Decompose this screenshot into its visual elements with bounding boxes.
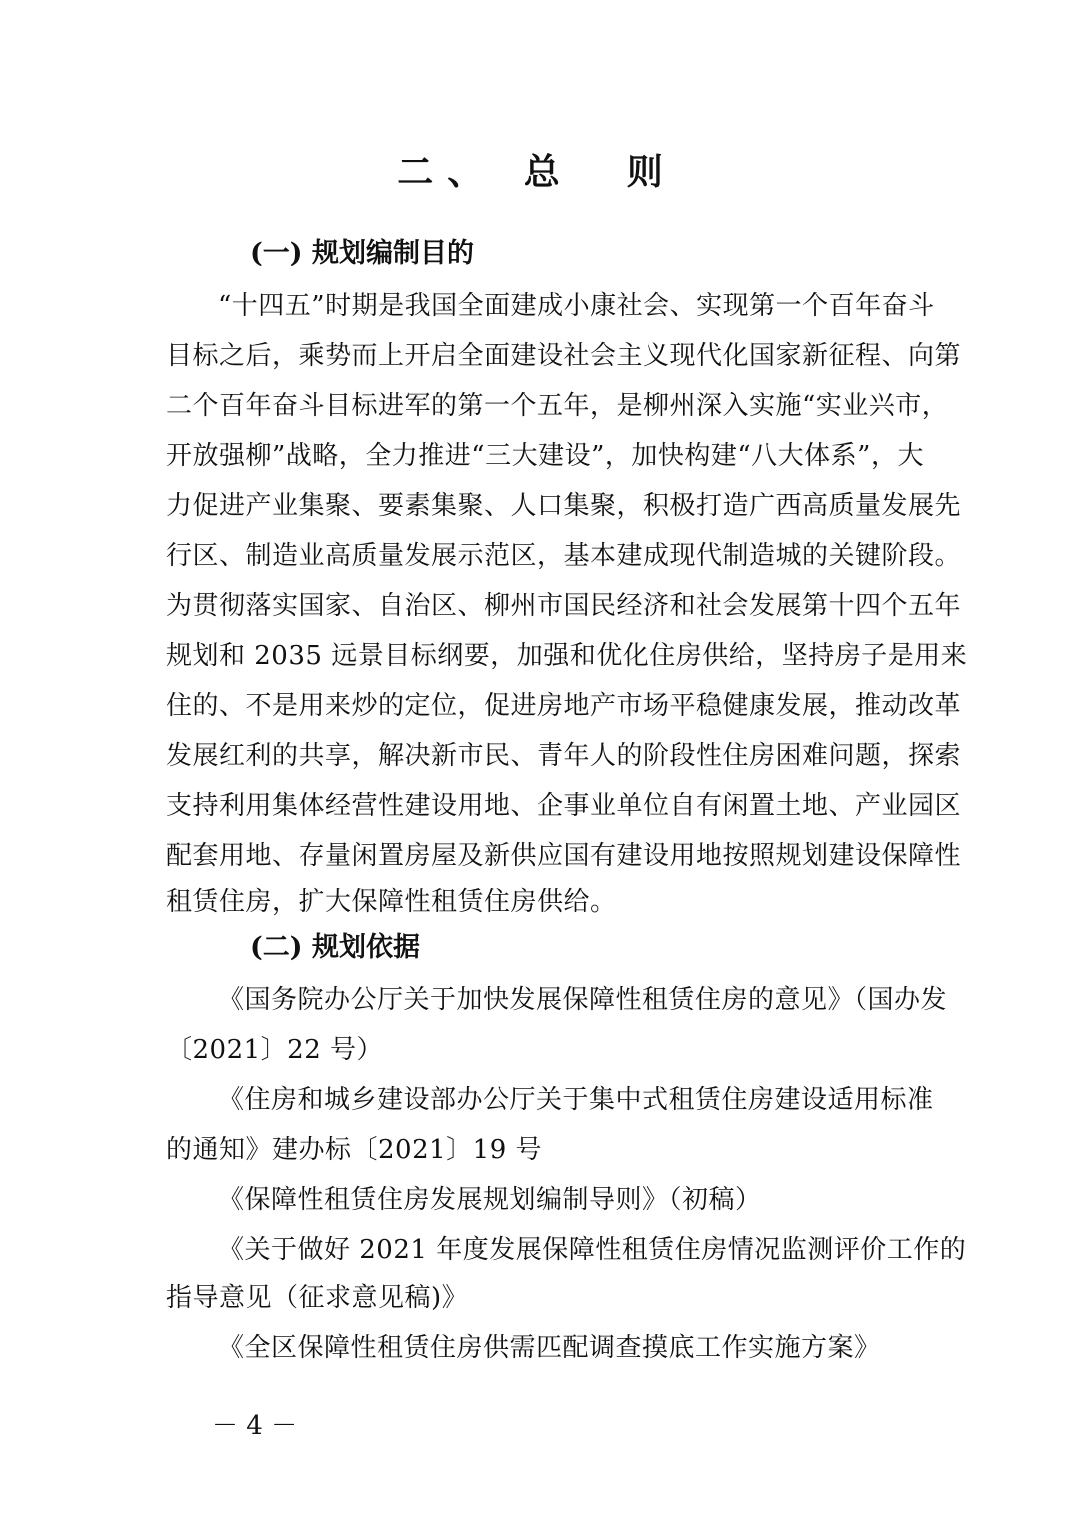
paragraph-line: 为贯彻落实国家、自治区、柳州市国民经济和社会发展第十四个五年 xyxy=(166,591,962,621)
reference-line: 《住房和城乡建设部办公厅关于集中式租赁住房建设适用标准 xyxy=(218,1085,934,1115)
paragraph-line: 力促进产业集聚、要素集聚、人口集聚，积极打造广西高质量发展先 xyxy=(166,491,962,521)
paragraph-line: 规划和 2035 远景目标纲要，加强和优化住房供给，坚持房子是用来 xyxy=(166,641,968,671)
page-number: － 4 － xyxy=(212,1411,298,1441)
paragraph-line: 发展红利的共享，解决新市民、青年人的阶段性住房困难问题，探索 xyxy=(166,741,962,771)
paragraph-line: 行区、制造业高质量发展示范区，基本建成现代制造城的关键阶段。 xyxy=(166,541,962,571)
paragraph-line: 配套用地、存量闲置房屋及新供应国有建设用地按照规划建设保障性 xyxy=(166,841,962,871)
chapter-title: 二、 总 则 xyxy=(397,151,677,193)
paragraph-line: 租赁住房，扩大保障性租赁住房供给。 xyxy=(166,887,617,917)
reference-line: 的通知》建办标〔2021〕19 号 xyxy=(166,1135,543,1165)
section-heading-basis: (二) 规划依据 xyxy=(250,932,420,963)
reference-line: 《保障性租赁住房发展规划编制导则》（初稿） xyxy=(218,1185,762,1215)
paragraph-line: “十四五”时期是我国全面建成小康社会、实现第一个百年奋斗 xyxy=(218,291,935,321)
paragraph-line: 目标之后，乘势而上开启全面建设社会主义现代化国家新征程、向第 xyxy=(166,341,962,371)
reference-line: 《国务院办公厅关于加快发展保障性租赁住房的意见》（国办发 xyxy=(218,985,948,1015)
section-heading-purpose: (一) 规划编制目的 xyxy=(250,238,474,269)
paragraph-line: 开放强柳”战略，全力推进“三大建设”，加快构建“八大体系”，大 xyxy=(166,441,924,471)
reference-line: 《关于做好 2021 年度发展保障性租赁住房情况监测评价工作的 xyxy=(218,1235,967,1265)
paragraph-line: 住的、不是用来炒的定位，促进房地产市场平稳健康发展，推动改革 xyxy=(166,691,962,721)
reference-line: 〔2021〕22 号） xyxy=(166,1035,384,1065)
paragraph-line: 二个百年奋斗目标进军的第一个五年，是柳州深入实施“实业兴市， xyxy=(166,391,949,421)
reference-line: 指导意见（征求意见稿)》 xyxy=(166,1283,469,1313)
paragraph-line: 支持利用集体经营性建设用地、企事业单位自有闲置土地、产业园区 xyxy=(166,791,962,821)
reference-line: 《全区保障性租赁住房供需匹配调查摸底工作实施方案》 xyxy=(218,1333,881,1363)
